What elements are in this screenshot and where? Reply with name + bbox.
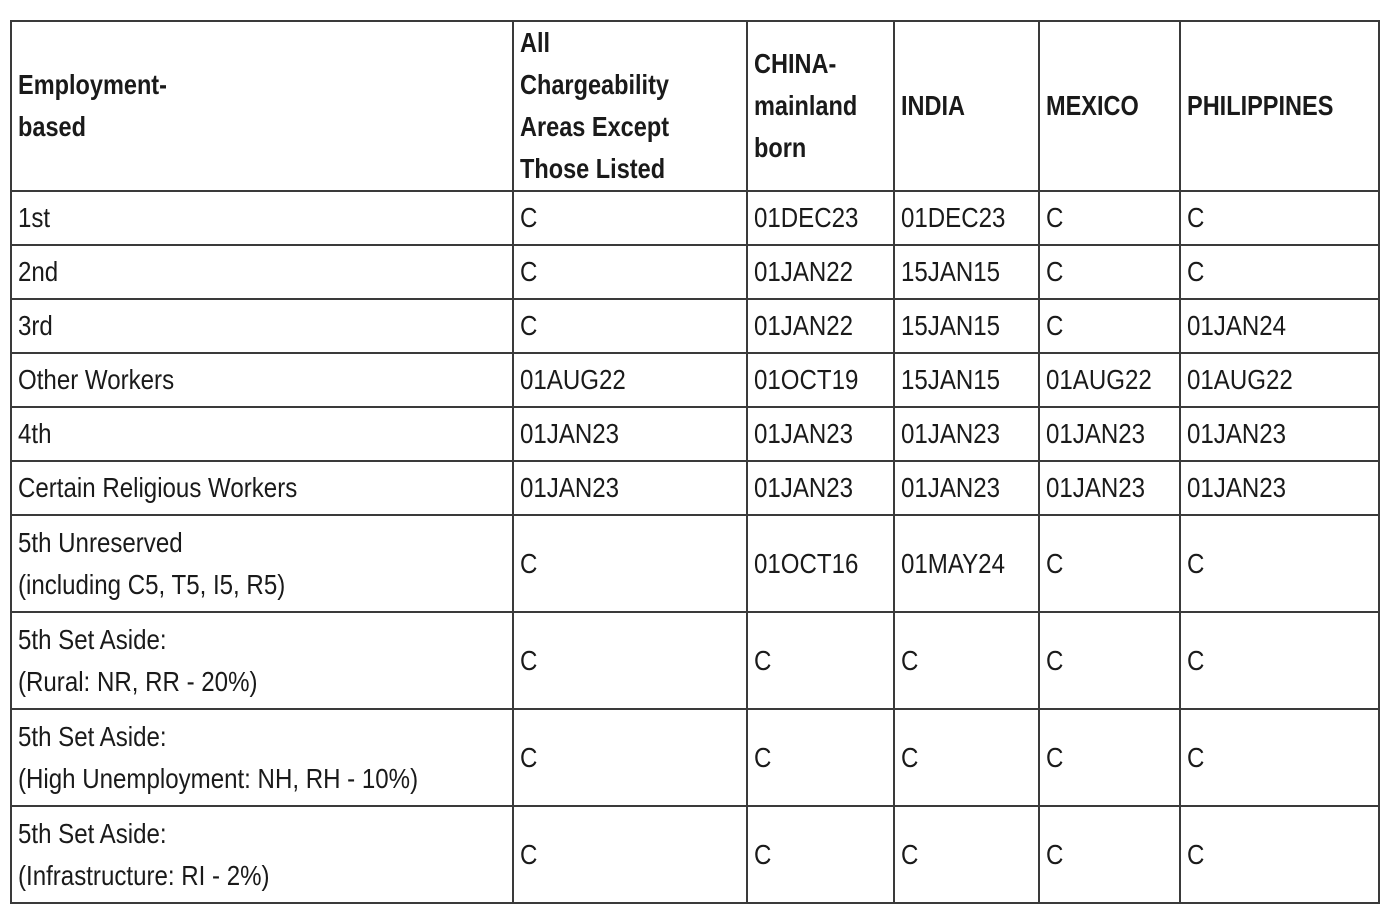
date-cell — [747, 709, 894, 806]
final-action-date: C — [1187, 741, 1205, 773]
table-row — [11, 407, 1379, 461]
category-label: (including C5, T5, I5, R5) — [18, 568, 286, 600]
category-cell — [11, 353, 513, 407]
table-row — [11, 612, 1379, 709]
date-cell — [894, 299, 1039, 353]
date-cell — [1039, 245, 1180, 299]
final-action-date: C — [754, 644, 772, 676]
date-cell — [513, 806, 747, 903]
date-cell — [513, 191, 747, 245]
category-label: Other Workers — [18, 364, 175, 395]
final-action-date: C — [1046, 644, 1064, 676]
date-cell — [747, 612, 894, 709]
header-text-line: born — [754, 132, 807, 163]
date-cell — [1039, 407, 1180, 461]
final-action-date: 01JAN23 — [1046, 472, 1146, 503]
category-label: 5th Set Aside: — [18, 720, 167, 752]
table-row — [11, 515, 1379, 612]
header-text-line: All Chargeability — [520, 27, 670, 100]
final-action-date: 01AUG22 — [1187, 364, 1293, 395]
category-label: Certain Religious Workers — [18, 472, 298, 503]
date-cell — [513, 299, 747, 353]
header-all-chargeability — [513, 21, 747, 191]
final-action-date: C — [1046, 741, 1064, 773]
date-cell — [747, 245, 894, 299]
category-label: (Infrastructure: RI - 2%) — [18, 859, 270, 891]
category-label: (High Unemployment: NH, RH - 10%) — [18, 762, 419, 794]
date-cell — [894, 353, 1039, 407]
date-cell — [1180, 806, 1379, 903]
date-cell — [1039, 299, 1180, 353]
category-cell — [11, 407, 513, 461]
header-employment-based — [11, 21, 513, 191]
header-text-line: CHINA- — [754, 48, 837, 79]
final-action-date: 01JAN23 — [754, 418, 854, 449]
final-action-date: 01JAN23 — [520, 472, 620, 503]
date-cell — [513, 612, 747, 709]
final-action-date: C — [1187, 256, 1205, 287]
visa-bulletin-table-container — [10, 20, 1380, 904]
header-china — [747, 21, 894, 191]
final-action-date: 01MAY24 — [901, 547, 1005, 579]
category-label: 5th Set Aside: — [18, 623, 167, 655]
final-action-date: 01JAN22 — [754, 310, 854, 341]
date-cell — [894, 515, 1039, 612]
date-cell — [894, 245, 1039, 299]
date-cell — [747, 515, 894, 612]
table-body — [11, 191, 1379, 903]
date-cell — [747, 806, 894, 903]
date-cell — [513, 515, 747, 612]
final-action-date: 01JAN23 — [520, 418, 620, 449]
final-action-date: C — [1046, 202, 1064, 233]
final-action-date: C — [754, 838, 772, 870]
final-action-date: C — [1187, 838, 1205, 870]
table-row — [11, 806, 1379, 903]
header-text-line: Those Listed — [520, 153, 666, 184]
category-label: 1st — [18, 202, 51, 233]
final-action-date: 01JAN23 — [901, 472, 1001, 503]
date-cell — [747, 191, 894, 245]
final-action-date: 01JAN23 — [1187, 418, 1287, 449]
date-cell — [747, 461, 894, 515]
final-action-date: C — [901, 838, 919, 870]
date-cell — [1180, 461, 1379, 515]
final-action-date: C — [901, 741, 919, 773]
date-cell — [747, 353, 894, 407]
final-action-date: C — [520, 838, 538, 870]
final-action-date: C — [520, 256, 538, 287]
final-action-date: 01JAN23 — [1046, 418, 1146, 449]
date-cell — [894, 461, 1039, 515]
date-cell — [1180, 515, 1379, 612]
final-action-date: C — [754, 741, 772, 773]
date-cell — [1180, 709, 1379, 806]
category-label: 2nd — [18, 256, 59, 287]
date-cell — [894, 407, 1039, 461]
final-action-date: C — [1046, 256, 1064, 287]
date-cell — [513, 461, 747, 515]
category-cell — [11, 612, 513, 709]
date-cell — [1039, 191, 1180, 245]
date-cell — [1180, 299, 1379, 353]
date-cell — [1039, 461, 1180, 515]
final-action-date: 01OCT19 — [754, 364, 859, 395]
table-row — [11, 461, 1379, 515]
date-cell — [1039, 515, 1180, 612]
final-action-date: C — [1187, 644, 1205, 676]
final-action-date: C — [1046, 547, 1064, 579]
header-text-line: based — [18, 111, 86, 142]
date-cell — [1180, 407, 1379, 461]
date-cell — [747, 407, 894, 461]
category-cell — [11, 245, 513, 299]
date-cell — [894, 806, 1039, 903]
category-cell — [11, 191, 513, 245]
final-action-date: 15JAN15 — [901, 310, 1001, 341]
table-row — [11, 299, 1379, 353]
final-action-date: C — [1046, 838, 1064, 870]
date-cell — [1039, 806, 1180, 903]
table-row — [11, 353, 1379, 407]
final-action-date: 15JAN15 — [901, 364, 1001, 395]
date-cell — [513, 245, 747, 299]
header-text-line: PHILIPPINES — [1187, 90, 1334, 121]
final-action-date: 01AUG22 — [520, 364, 626, 395]
header-india — [894, 21, 1039, 191]
category-cell — [11, 709, 513, 806]
date-cell — [894, 191, 1039, 245]
final-action-date: 01JAN23 — [1187, 472, 1287, 503]
header-text-line: Employment- — [18, 69, 167, 100]
header-text-line: INDIA — [901, 90, 966, 121]
header-philippines — [1180, 21, 1379, 191]
date-cell — [1180, 191, 1379, 245]
category-label: 5th Set Aside: — [18, 817, 167, 849]
final-action-date: C — [1187, 547, 1205, 579]
date-cell — [1039, 709, 1180, 806]
final-action-date: C — [520, 202, 538, 233]
date-cell — [1039, 353, 1180, 407]
date-cell — [1180, 612, 1379, 709]
final-action-date: 01DEC23 — [754, 202, 859, 233]
table-row — [11, 245, 1379, 299]
final-action-date: C — [520, 741, 538, 773]
category-cell — [11, 515, 513, 612]
date-cell — [747, 299, 894, 353]
category-label: 5th Unreserved — [18, 526, 183, 558]
header-row — [11, 21, 1379, 191]
date-cell — [1180, 353, 1379, 407]
header-text-line: MEXICO — [1046, 90, 1139, 121]
category-cell — [11, 461, 513, 515]
final-action-date: C — [520, 644, 538, 676]
date-cell — [1039, 612, 1180, 709]
final-action-date: C — [520, 310, 538, 341]
final-action-date: 01JAN23 — [901, 418, 1001, 449]
final-action-date: 01AUG22 — [1046, 364, 1152, 395]
final-action-date: C — [1046, 310, 1064, 341]
category-cell — [11, 299, 513, 353]
employment-based-dates-table — [10, 20, 1380, 904]
category-label: 3rd — [18, 310, 53, 341]
final-action-date: C — [520, 547, 538, 579]
table-row — [11, 191, 1379, 245]
header-text-line: Areas Except — [520, 111, 670, 142]
final-action-date: C — [1187, 202, 1205, 233]
date-cell — [894, 612, 1039, 709]
date-cell — [1180, 245, 1379, 299]
final-action-date: 01JAN24 — [1187, 310, 1287, 341]
date-cell — [894, 709, 1039, 806]
final-action-date: 01JAN22 — [754, 256, 854, 287]
date-cell — [513, 407, 747, 461]
table-row — [11, 709, 1379, 806]
header-text-line: mainland — [754, 90, 858, 121]
final-action-date: 01OCT16 — [754, 547, 859, 579]
final-action-date: 15JAN15 — [901, 256, 1001, 287]
category-cell — [11, 806, 513, 903]
category-label: 4th — [18, 418, 52, 449]
date-cell — [513, 353, 747, 407]
category-label: (Rural: NR, RR - 20%) — [18, 665, 258, 697]
date-cell — [513, 709, 747, 806]
final-action-date: C — [901, 644, 919, 676]
final-action-date: 01DEC23 — [901, 202, 1006, 233]
header-mexico — [1039, 21, 1180, 191]
final-action-date: 01JAN23 — [754, 472, 854, 503]
